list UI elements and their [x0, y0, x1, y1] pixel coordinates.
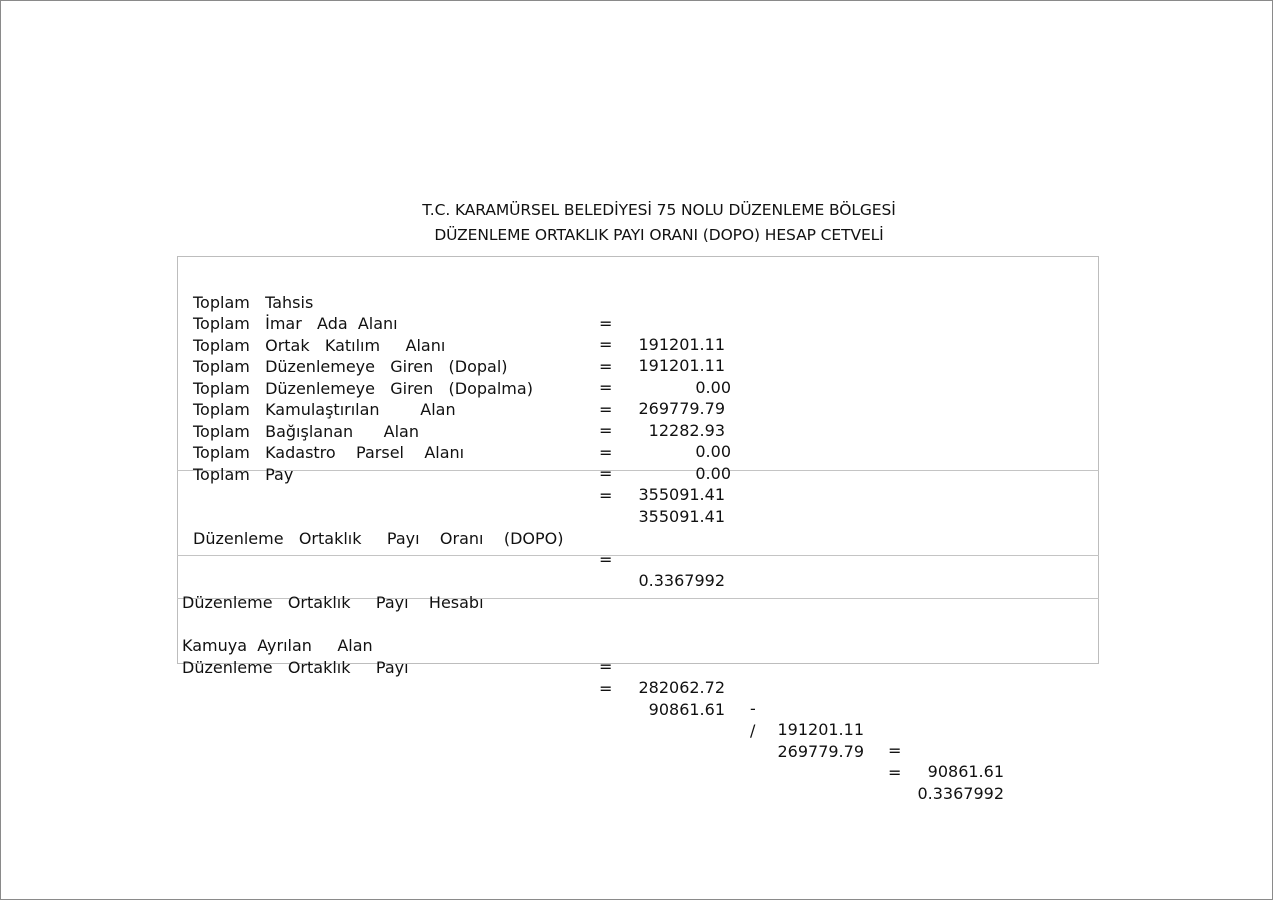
total-value: 0.00	[695, 378, 731, 397]
calc-operator: -	[750, 699, 756, 718]
document-title-line-1: T.C. KARAMÜRSEL BELEDİYESİ 75 NOLU DÜZENLEME BÖLGESİ	[422, 201, 896, 219]
total-value: 12282.93	[648, 421, 725, 440]
calc-header: Düzenleme Ortaklık Payı Hesabı	[182, 593, 484, 612]
total-value: 0.00	[695, 442, 731, 461]
calc-label: Kamuya Ayrılan Alan	[182, 636, 373, 655]
dopo-row	[0, 507, 1273, 590]
equals-sign: =	[599, 378, 613, 397]
table-divider	[177, 555, 1099, 556]
equals-sign: =	[599, 421, 613, 440]
equals-sign: =	[599, 486, 613, 505]
calc-operand-a: 282062.72	[638, 678, 725, 697]
calc-operator: /	[750, 721, 756, 740]
total-label: Toplam Pay	[193, 465, 294, 484]
total-label: Toplam Tahsis	[193, 293, 314, 312]
calc-operand-a: 90861.61	[648, 700, 725, 719]
dopo-label: Düzenleme Ortaklık Payı Oranı (DOPO)	[193, 529, 564, 548]
equals-sign: =	[599, 443, 613, 462]
calc-header-row	[0, 571, 1273, 612]
equals-sign: =	[599, 335, 613, 354]
equals-sign: =	[599, 357, 613, 376]
calc-label: Düzenleme Ortaklık Payı	[182, 658, 409, 677]
equals-sign: =	[599, 464, 613, 483]
total-label: Toplam Ortak Katılım Alanı	[193, 336, 446, 355]
calc-result: 90861.61	[927, 762, 1004, 781]
total-label: Toplam Düzenlemeye Giren (Dopalma)	[193, 379, 533, 398]
calc-operand-b: 269779.79	[777, 742, 864, 761]
document-title-line-2: DÜZENLEME ORTAKLIK PAYI ORANI (DOPO) HESAP CETVELİ	[434, 226, 884, 244]
total-value: 0.00	[695, 464, 731, 483]
equals-sign: =	[888, 763, 902, 782]
total-label: Toplam Kadastro Parsel Alanı	[193, 443, 465, 462]
equals-sign: =	[599, 657, 613, 676]
calc-operand-b: 191201.11	[777, 720, 864, 739]
total-label: Toplam Kamulaştırılan Alan	[193, 400, 456, 419]
total-value: 355091.41	[638, 485, 725, 504]
equals-sign: =	[599, 400, 613, 419]
total-value: 191201.11	[638, 335, 725, 354]
total-value: 269779.79	[638, 399, 725, 418]
equals-sign: =	[599, 550, 613, 569]
total-value: 355091.41	[638, 507, 725, 526]
equals-sign: =	[599, 679, 613, 698]
equals-sign: =	[888, 741, 902, 760]
total-label: Toplam Bağışlanan Alan	[193, 422, 419, 441]
dopo-value: 0.3367992	[638, 571, 725, 590]
total-label: Toplam İmar Ada Alanı	[193, 314, 398, 333]
table-divider	[177, 470, 1099, 471]
total-value: 191201.11	[638, 356, 725, 375]
total-label: Toplam Düzenlemeye Giren (Dopal)	[193, 357, 508, 376]
equals-sign: =	[599, 314, 613, 333]
calc-result: 0.3367992	[917, 784, 1004, 803]
